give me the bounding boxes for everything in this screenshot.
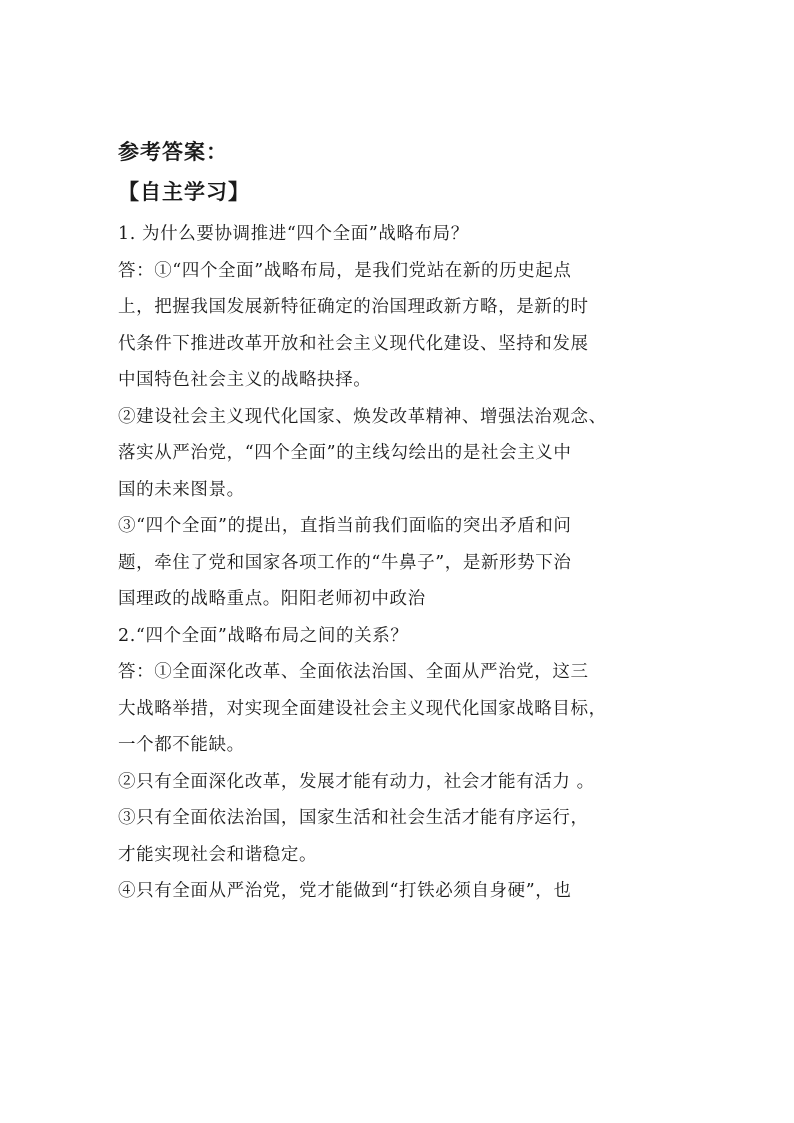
answer-2-line: 一个都不能缺。 [118,735,245,755]
answer-2-line: ③只有全面依法治国，国家生活和社会生活才能有序运行， [118,808,589,828]
answer-1-line: 国理政的战略重点。阳阳老师初中政治 [118,589,426,609]
answer-2-line: 大战略举措，对实现全面建设社会主义现代化国家战略目标， [118,698,607,719]
section-heading-self-study: 【自主学习】 [118,179,250,204]
answer-1-line: 国的未来图景。 [118,479,245,500]
question-1: 1. 为什么要协调推进“四个全面”战略布局？ [118,224,469,244]
answer-title: 参考答案： [118,139,228,164]
answer-1-line: 题，牵住了党和国家各项工作的“牛鼻子”，是新形势下治 [118,552,572,573]
answer-2-line: ④只有全面从严治党，党才能做到“打铁必须自身硬”，也 [118,881,572,901]
answer-1-line: 代条件下推进改革开放和社会主义现代化建设、坚持和发展 [118,333,589,354]
answer-2-line: 才能实现社会和谐稳定。 [118,844,318,865]
answer-1-line: ②建设社会主义现代化国家、焕发改革精神、增强法治观念、 [118,406,607,427]
question-2: 2.“四个全面”战略布局之间的关系？ [118,625,409,646]
document-page [118,138,678,910]
answer-1-line: 中国特色社会主义的战略抉择。 [118,370,372,390]
answer-2-line: ②只有全面深化改革，发展才能有动力，社会才能有活力 。 [118,771,595,792]
answer-1-line: 上，把握我国发展新特征确定的治国理政新方略，是新的时 [118,297,589,317]
answer-1-line: ③“四个全面”的提出，直指当前我们面临的突出矛盾和问 [118,516,572,536]
answer-1-line: 答：①“四个全面”战略布局，是我们党站在新的历史起点 [118,260,572,281]
answer-2-line: 答：①全面深化改革、全面依法治国、全面从严治党，这三 [118,662,589,682]
answer-1-line: 落实从严治党，“四个全面”的主线勾绘出的是社会主义中 [118,443,572,463]
